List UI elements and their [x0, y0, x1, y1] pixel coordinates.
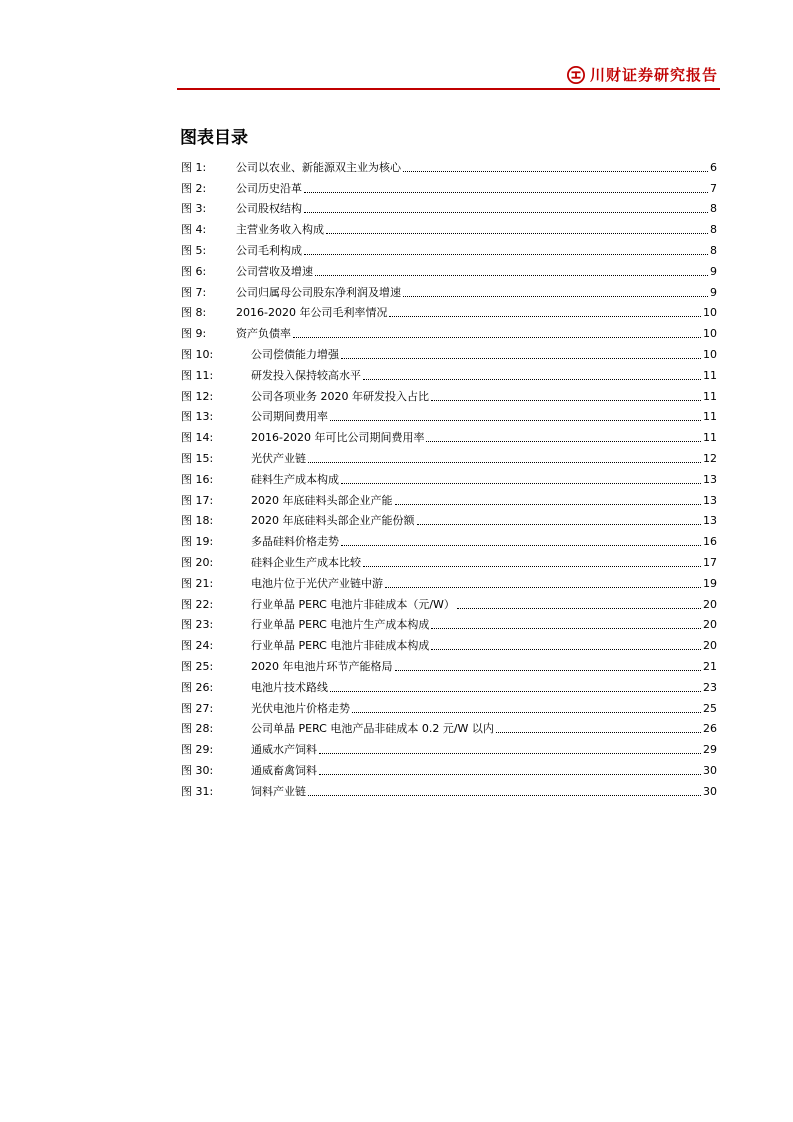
toc-entry[interactable] — [181, 216, 717, 237]
toc-entry[interactable] — [181, 383, 717, 404]
toc-entry-number: 图 29: — [181, 743, 214, 757]
toc-leader-dots — [363, 566, 701, 567]
toc-entry-number: 图 2: — [181, 181, 207, 195]
toc-entry-number: 图 12: — [181, 389, 214, 403]
toc-entry-page: 10 — [703, 347, 717, 361]
toc-entry-number: 图 8: — [181, 306, 207, 320]
toc-entry-page: 7 — [710, 181, 717, 195]
toc-entry-title: 硅料生产成本构成 — [251, 472, 339, 486]
toc-entry-title: 公司毛利构成 — [236, 243, 302, 257]
toc-entry-number: 图 3: — [181, 202, 207, 216]
toc-leader-dots — [326, 233, 708, 234]
toc-leader-dots — [341, 358, 701, 359]
toc-leader-dots — [315, 275, 708, 276]
toc-entry-page: 20 — [703, 597, 717, 611]
toc-entry-number: 图 28: — [181, 722, 214, 736]
toc-entry-title: 公司营收及增速 — [236, 264, 313, 278]
toc-leader-dots — [319, 753, 701, 754]
toc-entry-number: 图 11: — [181, 368, 214, 382]
toc-entry-page: 11 — [703, 389, 717, 403]
toc-entry-number: 图 14: — [181, 431, 214, 445]
toc-entry-page: 30 — [703, 784, 717, 798]
toc-leader-dots — [426, 441, 701, 442]
toc-leader-dots — [395, 670, 702, 671]
toc-entry-number: 图 21: — [181, 576, 214, 590]
toc-entry-page: 9 — [710, 285, 717, 299]
toc-entry[interactable] — [181, 716, 717, 737]
toc-leader-dots — [319, 774, 701, 775]
toc-entry[interactable] — [181, 237, 717, 258]
toc-entry-number: 图 15: — [181, 451, 214, 465]
toc-entry-title: 通威畜禽饲料 — [251, 763, 317, 777]
toc-entry-number: 图 26: — [181, 680, 214, 694]
toc-entry-page: 8 — [710, 243, 717, 257]
toc-leader-dots — [330, 420, 701, 421]
toc-entry-number: 图 16: — [181, 472, 214, 486]
toc-entry[interactable] — [181, 528, 717, 549]
toc-entry-page: 11 — [703, 431, 717, 445]
toc-entry-title: 光伏产业链 — [251, 451, 306, 465]
toc-entry-title: 行业单晶 PERC 电池片非硅成本（元/W） — [251, 597, 455, 611]
toc-entry-page: 6 — [710, 160, 717, 174]
toc-entry-page: 11 — [703, 410, 717, 424]
toc-entry-page: 16 — [703, 535, 717, 549]
toc-entry-title: 硅料企业生产成本比较 — [251, 555, 361, 569]
toc-leader-dots — [341, 545, 701, 546]
toc-entry-page: 13 — [703, 472, 717, 486]
toc-leader-dots — [431, 400, 701, 401]
toc-entry-number: 图 31: — [181, 784, 214, 798]
toc-leader-dots — [304, 254, 708, 255]
toc-entry-page: 8 — [710, 223, 717, 237]
toc-entry[interactable] — [181, 549, 717, 570]
toc-entry-page: 30 — [703, 763, 717, 777]
toc-leader-dots — [403, 296, 708, 297]
figure-list — [181, 154, 717, 799]
toc-entry-title: 公司以农业、新能源双主业为核心 — [236, 160, 401, 174]
toc-entry-page: 25 — [703, 701, 717, 715]
toc-leader-dots — [496, 732, 701, 733]
toc-entry[interactable] — [181, 258, 717, 279]
toc-entry-title: 2020 年电池片环节产能格局 — [251, 659, 393, 673]
toc-entry-title: 2016-2020 年可比公司期间费用率 — [251, 431, 425, 445]
toc-leader-dots — [308, 462, 701, 463]
toc-entry-page: 21 — [703, 659, 717, 673]
toc-entry-number: 图 17: — [181, 493, 214, 507]
toc-entry[interactable] — [181, 424, 717, 445]
brand-logo-icon — [567, 66, 585, 84]
toc-entry-page: 19 — [703, 576, 717, 590]
toc-leader-dots — [308, 795, 701, 796]
toc-leader-dots — [363, 379, 701, 380]
toc-entry-page: 10 — [703, 327, 717, 341]
toc-entry-number: 图 18: — [181, 514, 214, 528]
toc-entry[interactable] — [181, 466, 717, 487]
toc-entry[interactable] — [181, 653, 717, 674]
toc-leader-dots — [403, 171, 708, 172]
toc-entry[interactable] — [181, 320, 717, 341]
toc-entry-number: 图 9: — [181, 327, 207, 341]
toc-entry[interactable] — [181, 612, 717, 633]
toc-entry-title: 多晶硅料价格走势 — [251, 535, 339, 549]
toc-entry-page: 20 — [703, 618, 717, 632]
toc-entry[interactable] — [181, 695, 717, 716]
toc-entry[interactable] — [181, 778, 717, 799]
toc-entry[interactable] — [181, 362, 717, 383]
toc-leader-dots — [304, 192, 708, 193]
toc-entry[interactable] — [181, 175, 717, 196]
toc-entry[interactable] — [181, 300, 717, 321]
toc-entry-title: 公司偿债能力增强 — [251, 347, 339, 361]
toc-entry[interactable] — [181, 632, 717, 653]
toc-entry-number: 图 1: — [181, 160, 207, 174]
toc-entry[interactable] — [181, 404, 717, 425]
toc-entry-title: 研发投入保持较高水平 — [251, 368, 361, 382]
toc-entry-page: 10 — [703, 306, 717, 320]
toc-entry-page: 20 — [703, 639, 717, 653]
toc-entry-number: 图 23: — [181, 618, 214, 632]
toc-entry[interactable] — [181, 279, 717, 300]
toc-leader-dots — [431, 628, 701, 629]
toc-leader-dots — [417, 524, 702, 525]
toc-leader-dots — [385, 587, 701, 588]
brand-name: 川财证券研究报告 — [589, 66, 718, 84]
toc-entry[interactable] — [181, 341, 717, 362]
toc-entry[interactable] — [181, 757, 717, 778]
toc-entry-title: 公司各项业务 2020 年研发投入占比 — [251, 389, 429, 403]
toc-entry-title: 公司单晶 PERC 电池产品非硅成本 0.2 元/W 以内 — [251, 722, 494, 736]
toc-entry-title: 公司归属母公司股东净利润及增速 — [236, 285, 401, 299]
toc-entry-number: 图 6: — [181, 264, 207, 278]
toc-leader-dots — [389, 316, 701, 317]
toc-leader-dots — [352, 712, 701, 713]
toc-entry[interactable] — [181, 196, 717, 217]
brand — [567, 64, 718, 85]
toc-entry-number: 图 5: — [181, 243, 207, 257]
toc-entry-number: 图 19: — [181, 535, 214, 549]
toc-entry[interactable] — [181, 570, 717, 591]
toc-entry-title: 2020 年底硅料头部企业产能 — [251, 493, 393, 507]
toc-entry-number: 图 24: — [181, 639, 214, 653]
toc-leader-dots — [457, 608, 701, 609]
toc-entry[interactable] — [181, 445, 717, 466]
report-header — [177, 62, 720, 90]
toc-entry-page: 17 — [703, 555, 717, 569]
toc-entry-title: 通威水产饲料 — [251, 743, 317, 757]
toc-entry-page: 9 — [710, 264, 717, 278]
toc-entry-number: 图 20: — [181, 555, 214, 569]
header-divider — [177, 88, 720, 90]
toc-entry[interactable] — [181, 591, 717, 612]
toc-leader-dots — [431, 649, 701, 650]
toc-entry-title: 电池片技术路线 — [251, 680, 328, 694]
toc-entry-page: 13 — [703, 493, 717, 507]
toc-entry-title: 公司历史沿革 — [236, 181, 302, 195]
toc-entry-page: 26 — [703, 722, 717, 736]
toc-entry-title: 饲料产业链 — [251, 784, 306, 798]
toc-entry-title: 光伏电池片价格走势 — [251, 701, 350, 715]
toc-entry-title: 资产负债率 — [236, 327, 291, 341]
toc-title: 图表目录 — [180, 128, 248, 148]
toc-entry-title: 公司期间费用率 — [251, 410, 328, 424]
toc-entry[interactable] — [181, 508, 717, 529]
toc-leader-dots — [304, 212, 708, 213]
toc-entry-title: 主营业务收入构成 — [236, 223, 324, 237]
toc-entry-number: 图 27: — [181, 701, 214, 715]
toc-entry-title: 行业单晶 PERC 电池片非硅成本构成 — [251, 639, 430, 653]
toc-leader-dots — [293, 337, 701, 338]
toc-entry-title: 2016-2020 年公司毛利率情况 — [236, 306, 388, 320]
toc-entry[interactable] — [181, 736, 717, 757]
toc-entry-title: 公司股权结构 — [236, 202, 302, 216]
toc-entry[interactable] — [181, 487, 717, 508]
toc-entry[interactable] — [181, 674, 717, 695]
toc-leader-dots — [330, 691, 701, 692]
toc-entry[interactable] — [181, 154, 717, 175]
toc-entry-number: 图 30: — [181, 763, 214, 777]
toc-entry-page: 13 — [703, 514, 717, 528]
toc-entry-page: 29 — [703, 743, 717, 757]
toc-entry-page: 11 — [703, 368, 717, 382]
toc-entry-title: 2020 年底硅料头部企业产能份额 — [251, 514, 415, 528]
toc-entry-number: 图 10: — [181, 347, 214, 361]
toc-entry-title: 电池片位于光伏产业链中游 — [251, 576, 383, 590]
toc-entry-number: 图 13: — [181, 410, 214, 424]
toc-entry-number: 图 4: — [181, 223, 207, 237]
toc-leader-dots — [395, 504, 702, 505]
toc-entry-number: 图 22: — [181, 597, 214, 611]
toc-leader-dots — [341, 483, 701, 484]
toc-entry-number: 图 7: — [181, 285, 207, 299]
toc-entry-page: 12 — [703, 451, 717, 465]
toc-entry-title: 行业单晶 PERC 电池片生产成本构成 — [251, 618, 430, 632]
toc-entry-page: 23 — [703, 680, 717, 694]
toc-entry-page: 8 — [710, 202, 717, 216]
toc-entry-number: 图 25: — [181, 659, 214, 673]
